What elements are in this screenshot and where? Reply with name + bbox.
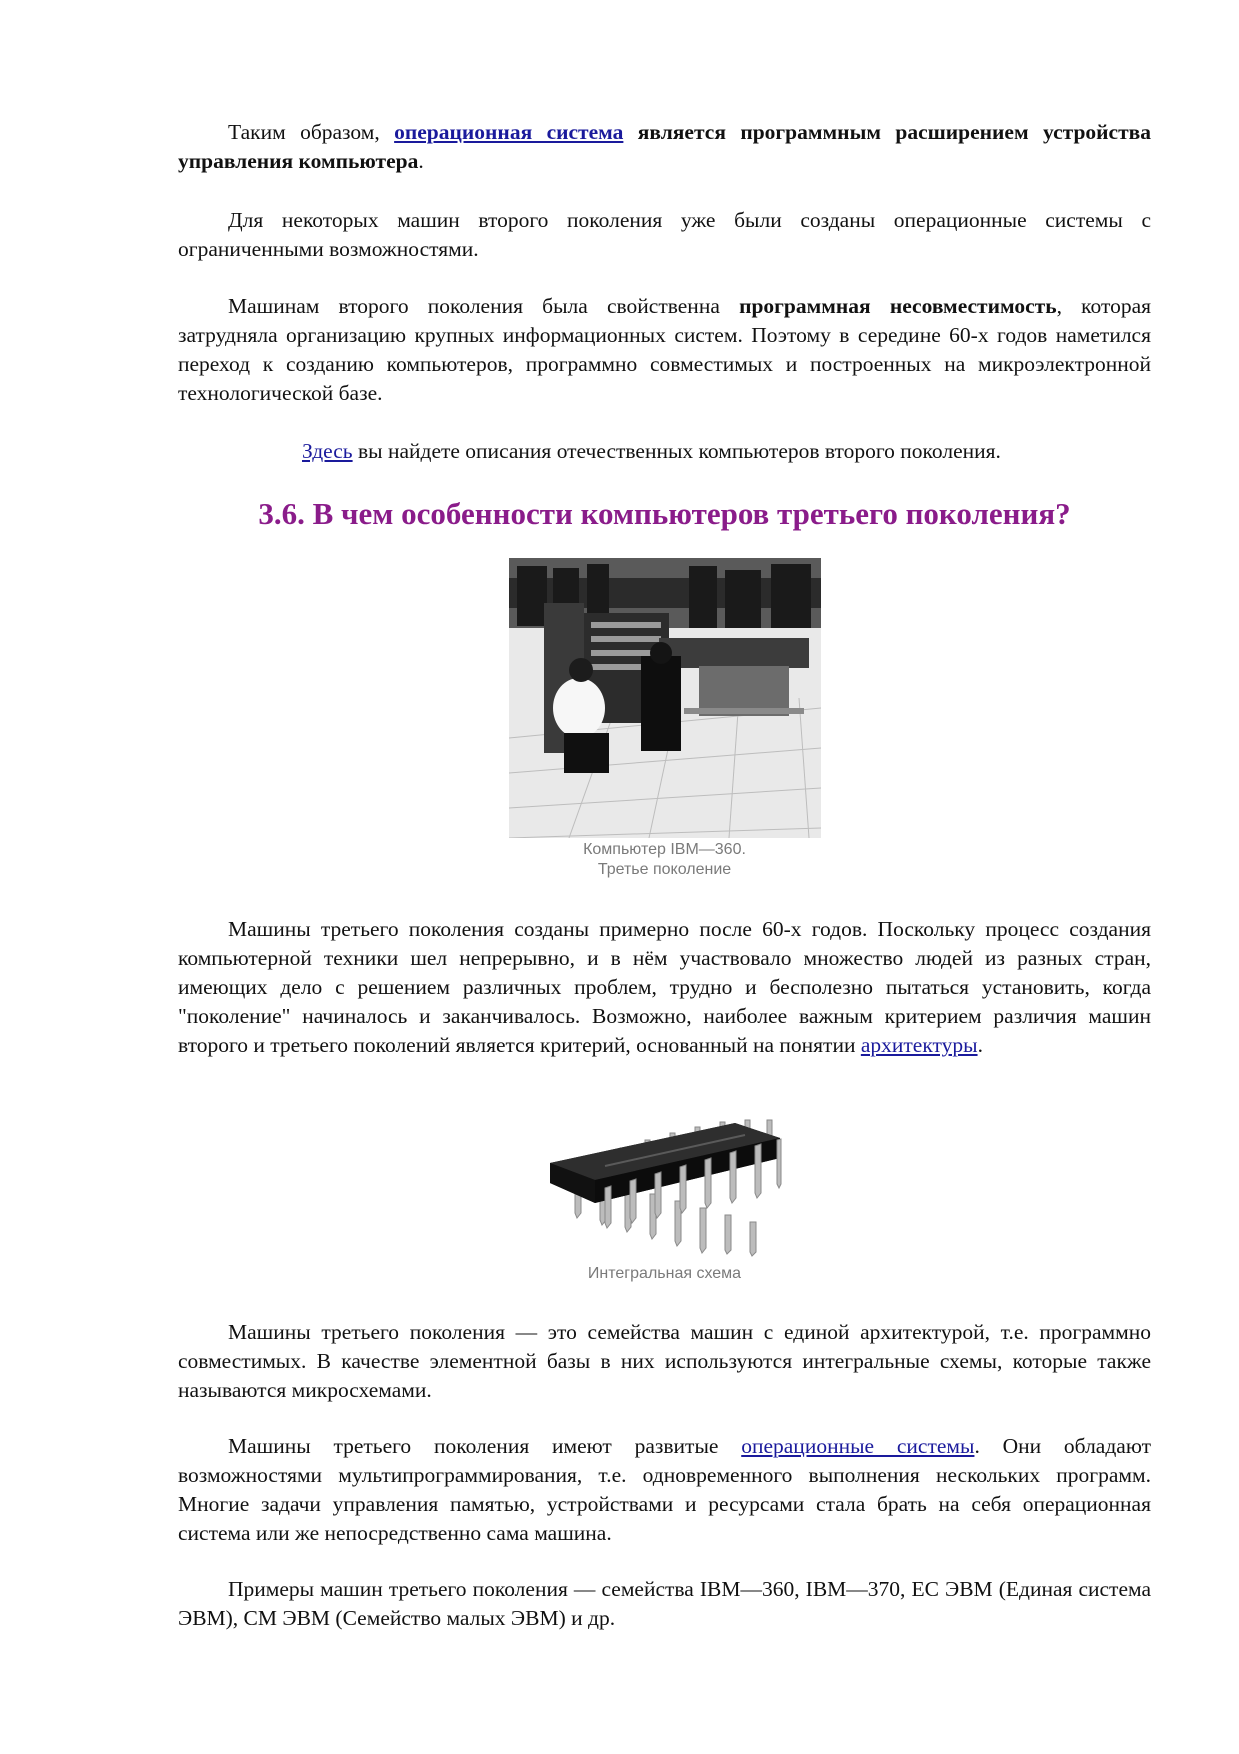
paragraph-third-gen-families: Машины третьего поколения — это семейства машин с единой архитектурой, т.е. программно совместимых. В качестве элементной базы в них используются интегральные схемы, которые также называются микросхемами. (178, 1320, 1151, 1402)
para5-end: . (977, 1033, 983, 1057)
link-architecture[interactable]: архитектуры (860, 1033, 978, 1057)
paragraph-third-gen-intro (178, 915, 1151, 1060)
link-here[interactable]: Здесь (302, 439, 353, 463)
link-operating-system[interactable]: операционная система (394, 120, 624, 144)
para3-lead: Машинам второго поколения была свойственна (228, 294, 720, 318)
figure2-caption: Интегральная схема (587, 1265, 742, 1282)
para1-end: . (418, 149, 424, 173)
figure1-caption-line1: Компьютер IBM—360. (583, 841, 746, 858)
para1-lead: Таким образом, (228, 120, 380, 144)
para7-lead: Машины третьего поколения имеют развитые (228, 1434, 742, 1458)
paragraph-here-link (178, 437, 1151, 466)
integrated-circuit-image (545, 1118, 785, 1258)
link-operating-systems[interactable]: операционные системы (741, 1434, 975, 1458)
figure-ibm360 (178, 558, 1151, 880)
ibm360-photo (509, 558, 821, 838)
paragraph-os-extension (178, 118, 1151, 176)
figure-integrated-circuit (178, 1118, 1151, 1284)
para3-bold: программная несовместимость (739, 294, 1057, 318)
para5-text: Машины третьего поколения созданы примерно после 60-х годов. Поскольку процесс создания компьютерной техники шел непрерывно, и в нём участвовало множество людей из разных стран, имеющих дело с решением различных проблем, трудно и бесполезно пытаться установить, когда "поколение" начиналось и заканчивалось. Возможно, наиболее важным критерием различия машин второго и третьего поколений является критерий, основанный на понятии (178, 917, 1151, 1057)
para4-rest: вы найдете описания отечественных компьютеров второго поколения. (352, 439, 1001, 463)
paragraph-second-gen-os: Для некоторых машин второго поколения уже были созданы операционные системы с ограниченными возможностями. (178, 208, 1151, 261)
section-heading: 3.6. В чем особенности компьютеров третьего поколения? (258, 496, 1071, 531)
para7-rest: . Они обладают возможностями мультипрограммирования, т.е. одновременного выполнения нескольких программ. Многие задачи управления памятью, устройствами и ресурсами стала брать на себя операционная система или же непосредственно сама машина. (178, 1434, 1151, 1545)
figure1-caption-line2: Третье поколение (597, 861, 732, 878)
paragraph-incompatibility (178, 292, 1151, 408)
para1-bold: является программным расширением устройства управления компьютера (178, 120, 1152, 173)
para3-rest: , которая затрудняла организацию крупных информационных систем. Поэтому в середине 60-х годов наметился переход к созданию компьютеров, программно совместимых и построенных на микроэлектронной технологической базе. (178, 294, 1152, 405)
paragraph-third-gen-os (178, 1432, 1151, 1548)
paragraph-third-gen-examples: Примеры машин третьего поколения — семейства IBM—360, IBM—370, ЕС ЭВМ (Единая система ЭВМ), СМ ЭВМ (Семейство малых ЭВМ) и др. (178, 1577, 1151, 1630)
